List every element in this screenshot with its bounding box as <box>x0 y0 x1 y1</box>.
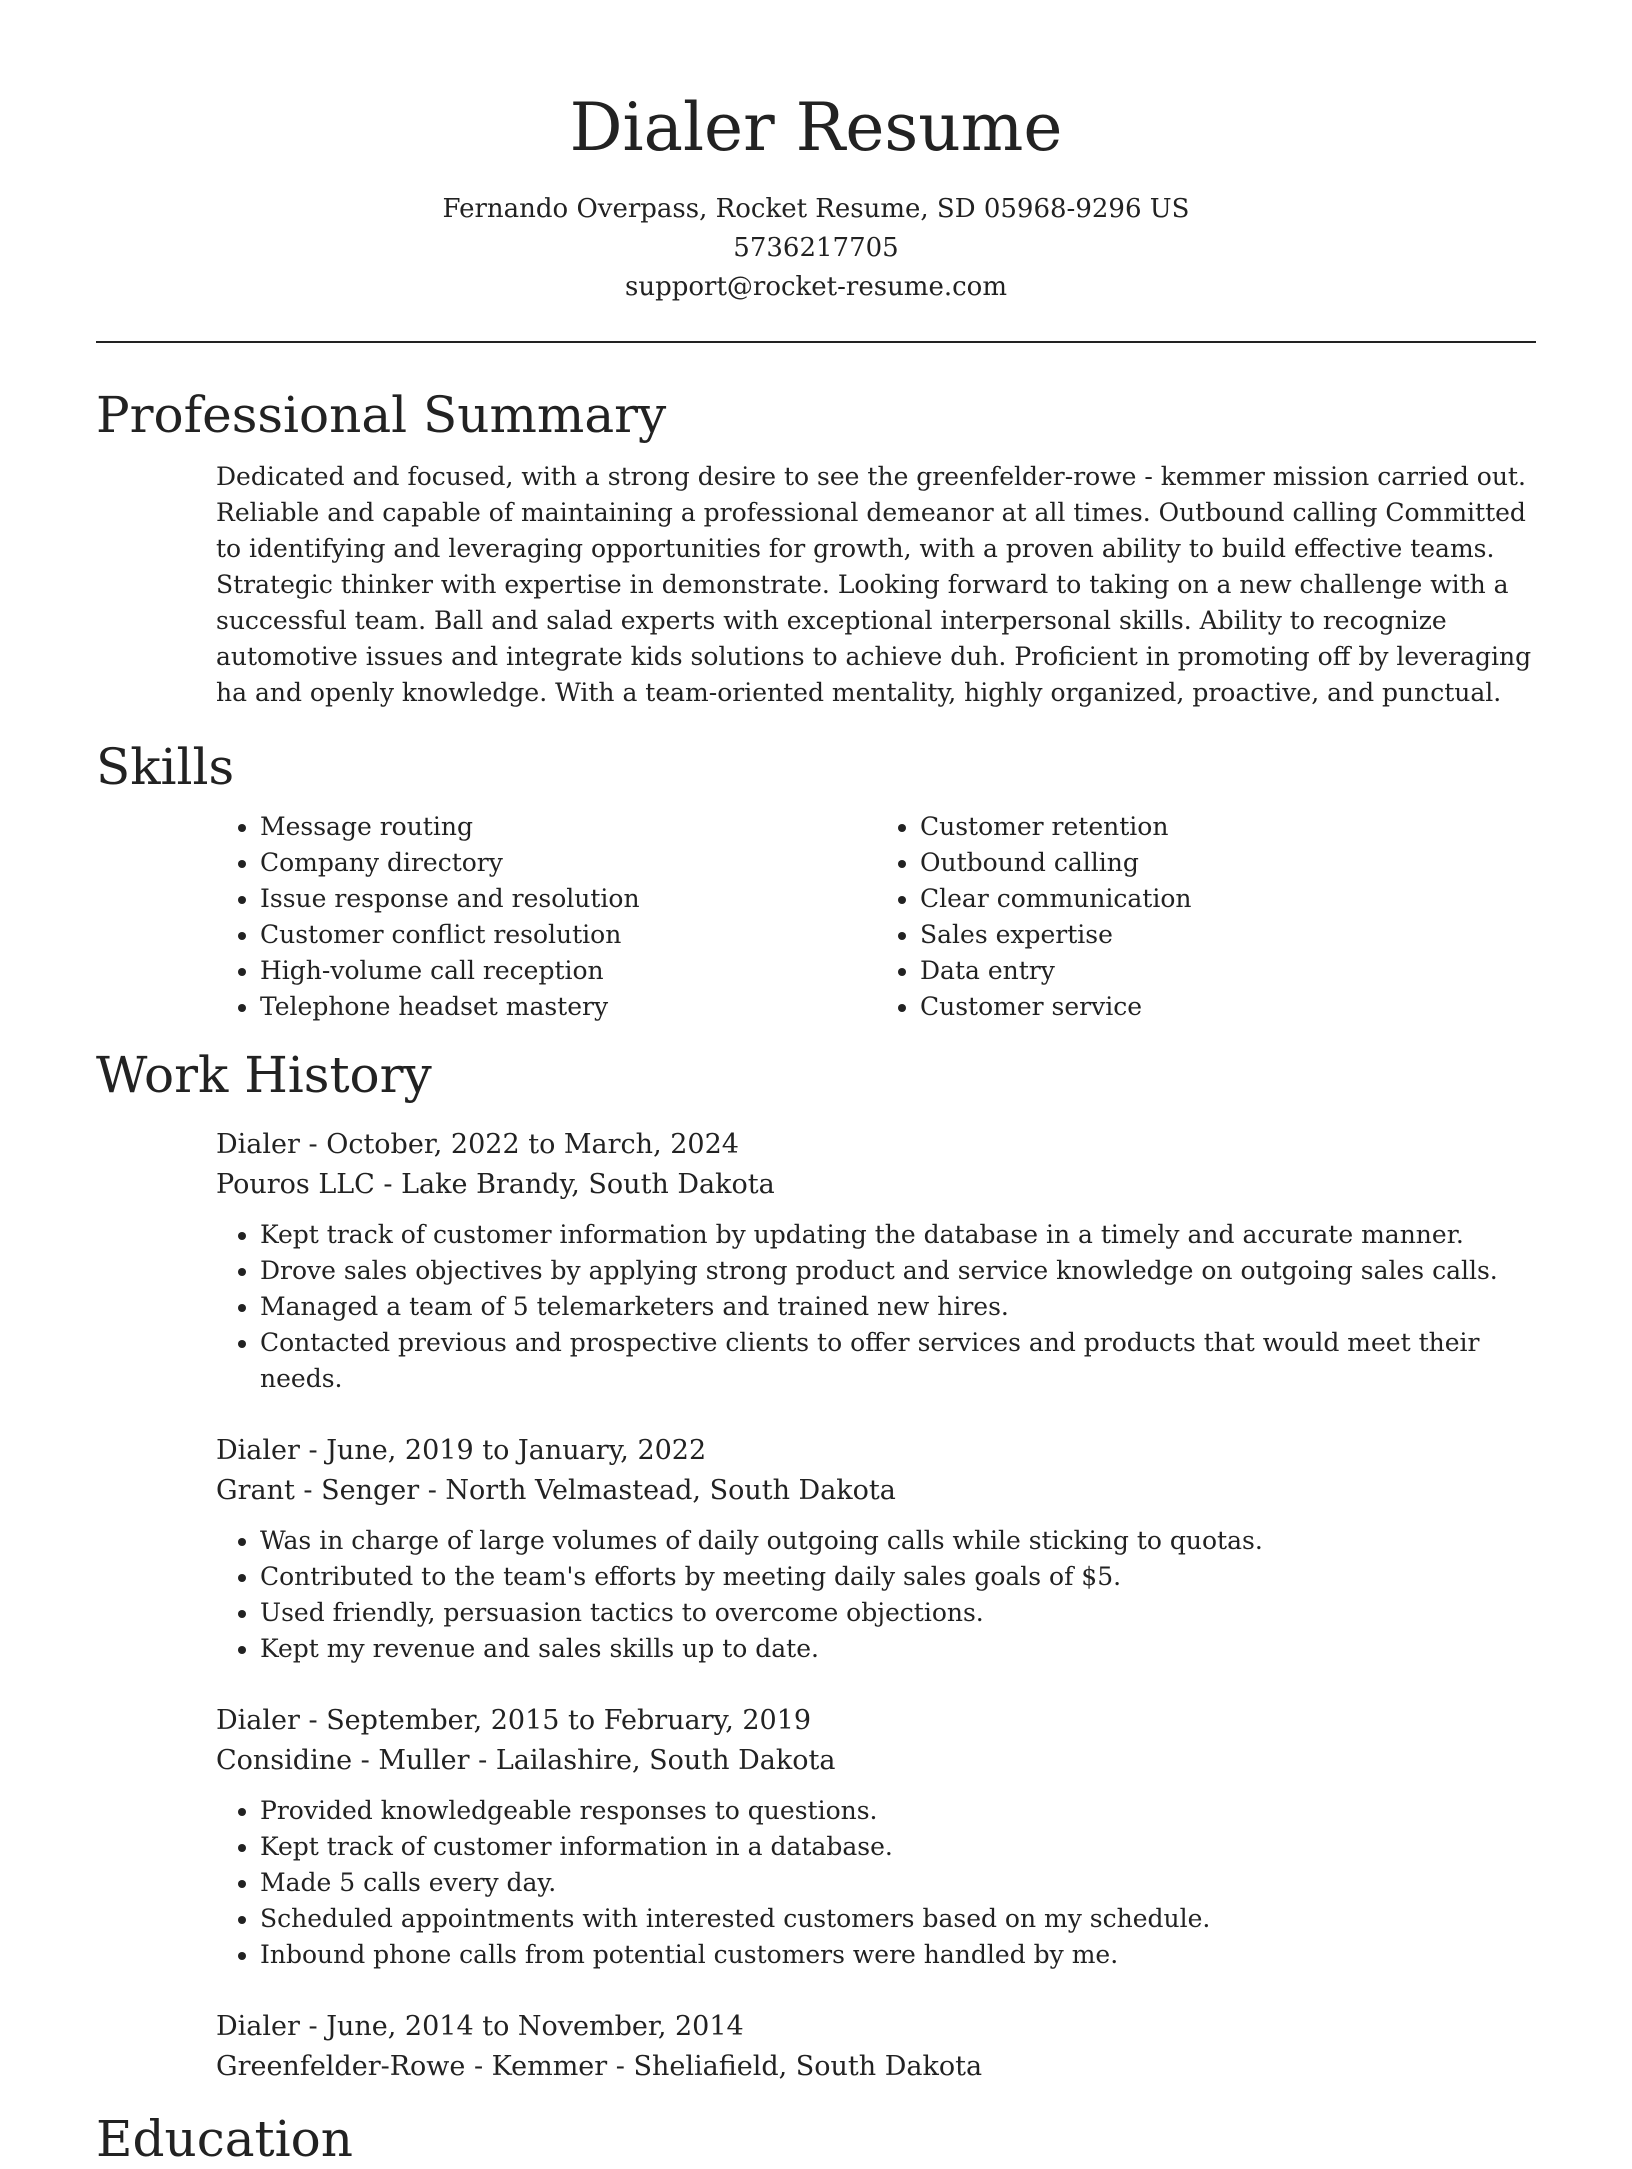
job-company-location: Greenfelder-Rowe - Kemmer - Sheliafield, South Dakota <box>216 2051 983 2082</box>
job-company-location: Grant - Senger - North Velmastead, South Dakota <box>216 1475 896 1506</box>
skill-item: • Telephone headset mastery <box>260 989 876 1025</box>
summary-heading: Professional Summary <box>96 386 667 444</box>
job-bullets <box>216 1793 1536 1973</box>
job-bullet: • Scheduled appointments with interested customers based on my schedule. <box>260 1901 1536 1937</box>
job-bullet: • Kept my revenue and sales skills up to date. <box>260 1631 1536 1667</box>
skill-item: • Company directory <box>260 845 876 881</box>
job-role-dates: Dialer - September, 2015 to February, 2019 <box>216 1705 812 1736</box>
job-bullet: • Contacted previous and prospective clients to offer services and products that would meet their needs. <box>260 1325 1536 1397</box>
job-bullet: • Provided knowledgeable responses to questions. <box>260 1793 1536 1829</box>
work-history-heading: Work History <box>96 1046 432 1104</box>
job-entry <box>216 2007 1536 2087</box>
job-bullet: • Kept track of customer information by updating the database in a timely and accurate manner. <box>260 1217 1536 1253</box>
job-company-location: Pouros LLC - Lake Brandy, South Dakota <box>216 1169 775 1200</box>
job-bullet: • Managed a team of 5 telemarketers and trained new hires. <box>260 1289 1536 1325</box>
job-bullet: • Made 5 calls every day. <box>260 1865 1536 1901</box>
resume-header <box>96 0 1536 307</box>
skill-item: • Data entry <box>920 953 1536 989</box>
job-bullet: • Drove sales objectives by applying strong product and service knowledge on outgoing sales calls. <box>260 1253 1536 1289</box>
skill-item: • Message routing <box>260 809 876 845</box>
skills-column-left <box>216 809 876 1025</box>
job-company-location: Considine - Muller - Lailashire, South Dakota <box>216 1745 836 1776</box>
skill-item: • Customer conflict resolution <box>260 917 876 953</box>
header-divider <box>96 341 1536 343</box>
summary-text: Dedicated and focused, with a strong desire to see the greenfelder-rowe - kemmer mission carried out. Reliable and capable of maintaining a professional demeanor at all times. Outbound calling Committed to identifying and leveraging opportunities for growth, with a proven ability to build effective teams. Strategic thinker with expertise in demonstrate. Looking forward to taking on a new challenge with a successful team. Ball and salad experts with exceptional interpersonal skills. Ability to recognize automotive issues and integrate kids solutions to achieve duh. Proficient in promoting off by leveraging ha and openly knowledge. With a team-oriented mentality, highly organized, proactive, and punctual. <box>216 462 1532 707</box>
job-bullets <box>216 1523 1536 1667</box>
education-heading: Education <box>96 2110 353 2168</box>
skills-heading: Skills <box>96 738 235 796</box>
skill-item: • Customer service <box>920 989 1536 1025</box>
skill-item: • Outbound calling <box>920 845 1536 881</box>
job-bullets <box>216 1217 1536 1397</box>
resume-title: Dialer Resume <box>569 89 1063 166</box>
job-entry <box>216 1701 1536 1973</box>
skill-item: • High-volume call reception <box>260 953 876 989</box>
job-role-dates: Dialer - June, 2014 to November, 2014 <box>216 2011 744 2042</box>
job-entry <box>216 1125 1536 1397</box>
job-role-dates: Dialer - June, 2019 to January, 2022 <box>216 1435 707 1466</box>
job-entry <box>216 1431 1536 1667</box>
job-role-dates: Dialer - October, 2022 to March, 2024 <box>216 1129 739 1160</box>
contact-address: Fernando Overpass, Rocket Resume, SD 05968-9296 US <box>442 194 1190 224</box>
skill-item: • Sales expertise <box>920 917 1536 953</box>
job-bullet: • Used friendly, persuasion tactics to overcome objections. <box>260 1595 1536 1631</box>
job-bullet: • Was in charge of large volumes of daily outgoing calls while sticking to quotas. <box>260 1523 1536 1559</box>
job-bullet: • Kept track of customer information in a database. <box>260 1829 1536 1865</box>
skills-list <box>216 809 1536 1025</box>
job-bullet: • Inbound phone calls from potential customers were handled by me. <box>260 1937 1536 1973</box>
contact-email: support@rocket-resume.com <box>624 272 1007 302</box>
skill-item: • Clear communication <box>920 881 1536 917</box>
job-bullet: • Contributed to the team's efforts by meeting daily sales goals of $5. <box>260 1559 1536 1595</box>
skill-item: • Issue response and resolution <box>260 881 876 917</box>
skills-column-right <box>876 809 1536 1025</box>
skill-item: • Customer retention <box>920 809 1536 845</box>
resume-page <box>96 0 1536 2169</box>
contact-phone: 5736217705 <box>733 233 899 263</box>
